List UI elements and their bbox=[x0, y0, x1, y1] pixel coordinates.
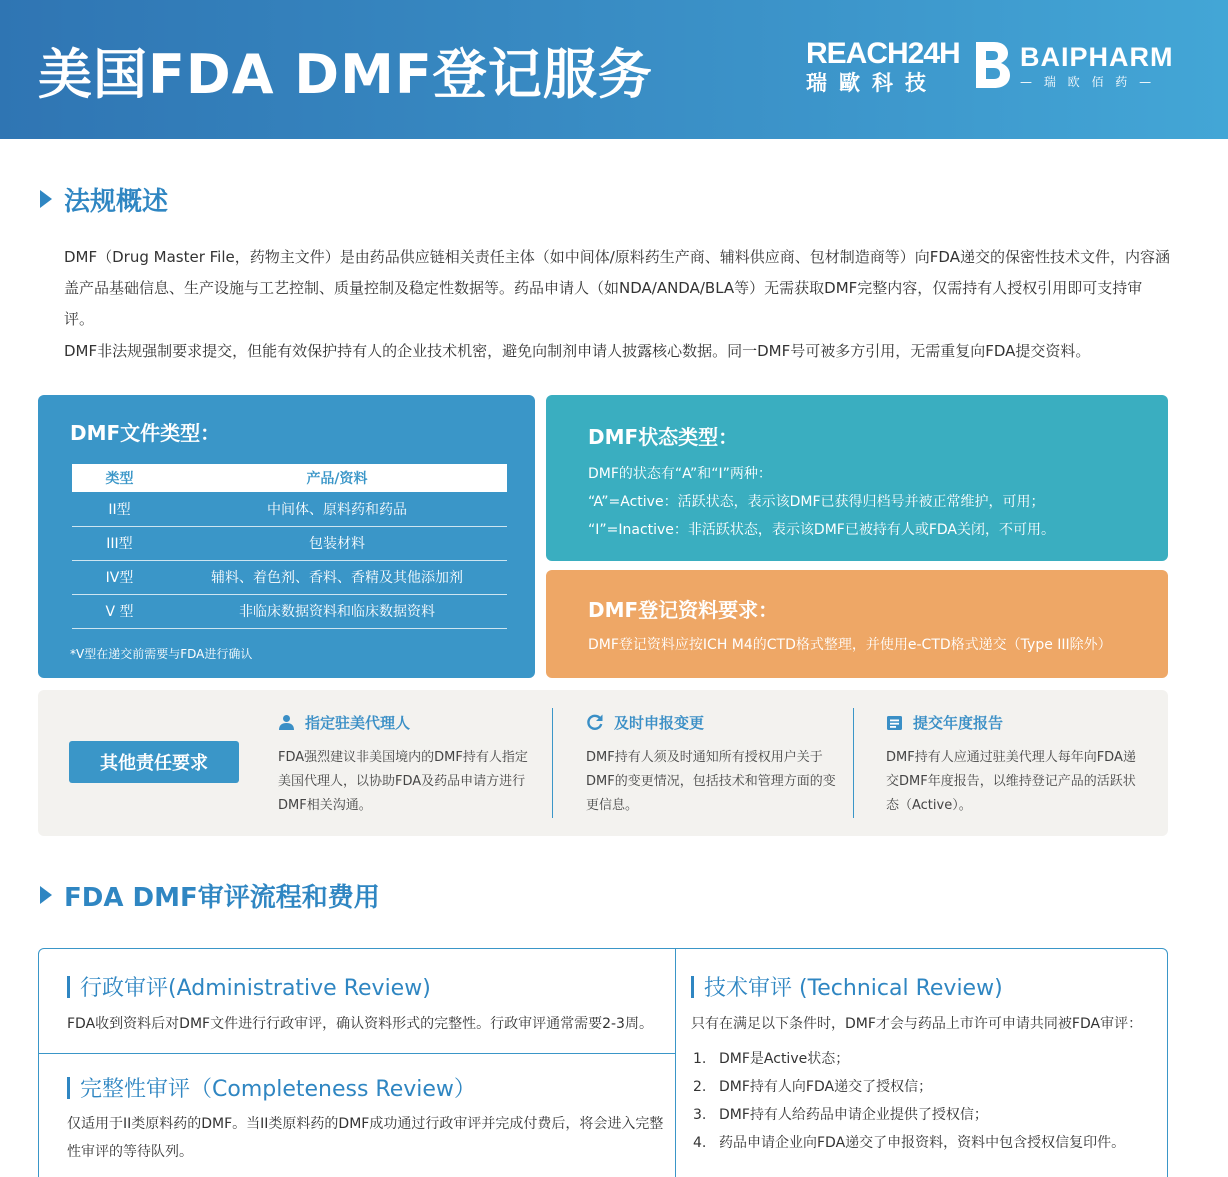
list-item-text: 药品申请企业向FDA递交了申报资料，资料中包含授权信复印件。 bbox=[719, 1135, 1126, 1151]
admin-review-text: FDA收到资料后对DMF文件进行行政审评，确认资料形式的完整性。行政审评通常需要2-3周。 bbox=[67, 1016, 653, 1032]
technical-conditions-list bbox=[693, 1045, 1125, 1157]
type-cell: III型 bbox=[72, 526, 167, 560]
req-item-text: FDA强烈建议非美国境内的DMF持有人指定美国代理人，以协助FDA及药品申请方进行DMF相关沟通。 bbox=[278, 750, 528, 813]
heading-bar bbox=[67, 976, 70, 998]
overview-paragraph-1: DMF（Drug Master File，药物主文件）是由药品供应链相关责任主体（如中间体/原料药生产商、辅料供应商、包材制造商等）向FDA递交的保密性技术文件，内容涵盖产品基础信息、生产设施与工艺控制、质量控制及稳定性数据等。药品申请人（如NDA/ANDA/BLA等）无需获取DMF完整内容，仅需持有人授权引用即可支持审评。 bbox=[64, 248, 1170, 328]
list-item bbox=[693, 1045, 1125, 1073]
page-title: 美国FDA DMF登记服务 bbox=[38, 43, 653, 106]
divider bbox=[39, 1053, 675, 1054]
req-item-text: DMF持有人须及时通知所有授权用户关于DMF的变更情况，包括技术和管理方面的变更信息。 bbox=[586, 750, 836, 813]
req-item-title: 指定驻美代理人 bbox=[305, 713, 411, 732]
req-item-text: DMF持有人应通过驻美代理人每年向FDA递交DMF年度报告，以维持登记产品的活跃状态（Active）。 bbox=[886, 750, 1136, 813]
completeness-review-title: 完整性审评（Completeness Review） bbox=[80, 1077, 476, 1102]
req-item-title: 提交年度报告 bbox=[913, 713, 1004, 732]
dmf-status-line-2: “A”=Active：活跃状态，表示该DMF已获得归档号并被正常维护，可用； bbox=[588, 494, 1045, 510]
heading-bar bbox=[67, 1077, 70, 1099]
baipharm-logo-en: BAIPHARM bbox=[1020, 42, 1174, 72]
review-process-box bbox=[38, 948, 1168, 1177]
product-cell: 非临床数据资料和临床数据资料 bbox=[167, 594, 507, 628]
overview-heading-label: 法规概述 bbox=[64, 186, 169, 217]
req-item-changes bbox=[586, 708, 846, 818]
list-item-number: 1. bbox=[693, 1051, 707, 1067]
triangle-bullet-icon bbox=[40, 190, 52, 208]
divider bbox=[675, 949, 676, 1177]
product-cell: 中间体、原料药和药品 bbox=[167, 492, 507, 526]
dmf-status-line-3: “I”=Inactive：非活跃状态，表示该DMF已被持有人或FDA关闭，不可用。 bbox=[588, 522, 1055, 538]
baipharm-b-icon bbox=[972, 40, 1012, 90]
list-item bbox=[693, 1129, 1125, 1157]
dmf-status-line-1: DMF的状态有“A”和“I”两种： bbox=[588, 466, 772, 482]
other-requirements-panel bbox=[38, 690, 1168, 836]
completeness-review-text: 仅适用于II类原料药的DMF。当II类原料药的DMF成功通过行政审评并完成付费后，将会进入完整性审评的等待队列。 bbox=[67, 1116, 664, 1160]
req-item-title: 及时申报变更 bbox=[614, 713, 705, 732]
reach24h-logo bbox=[806, 38, 960, 96]
list-item bbox=[693, 1101, 1125, 1129]
table-row bbox=[72, 594, 507, 628]
dmf-requirements-text: DMF登记资料应按ICH M4的CTD格式整理，并使用e-CTD格式递交（Type III除外） bbox=[588, 637, 1112, 653]
dmf-requirements-title: DMF登记资料要求： bbox=[588, 598, 779, 622]
overview-heading bbox=[40, 183, 168, 215]
req-item-head bbox=[586, 708, 846, 736]
completeness-review-heading bbox=[67, 1072, 476, 1103]
list-item-text: DMF是Active状态； bbox=[719, 1051, 850, 1067]
type-cell: V 型 bbox=[72, 594, 167, 628]
req-item-agent bbox=[278, 708, 538, 818]
req-item-head bbox=[886, 708, 1146, 736]
list-item bbox=[693, 1073, 1125, 1101]
table-row bbox=[72, 560, 507, 594]
report-icon bbox=[886, 714, 903, 731]
table-row bbox=[72, 492, 507, 526]
list-item-number: 2. bbox=[693, 1079, 707, 1095]
triangle-bullet-icon bbox=[40, 886, 52, 904]
divider bbox=[853, 708, 854, 818]
list-item-text: DMF持有人向FDA递交了授权信； bbox=[719, 1079, 933, 1095]
req-item-head bbox=[278, 708, 538, 736]
other-requirements-button: 其他责任要求 bbox=[69, 741, 239, 783]
person-icon bbox=[278, 714, 295, 731]
dmf-status-card bbox=[546, 395, 1168, 561]
admin-review-title: 行政审评(Administrative Review) bbox=[80, 976, 431, 1001]
review-heading bbox=[40, 879, 380, 911]
type-cell: II型 bbox=[72, 492, 167, 526]
dmf-types-title: DMF文件类型： bbox=[70, 421, 221, 445]
list-item-text: DMF持有人给药品申请企业提供了授权信； bbox=[719, 1107, 988, 1123]
header-banner bbox=[0, 0, 1228, 139]
technical-review-intro: 只有在满足以下条件时，DMF才会与药品上市许可申请共同被FDA审评： bbox=[691, 1016, 1143, 1032]
dmf-types-note: *V型在递交前需要与FDA进行确认 bbox=[70, 647, 253, 661]
review-heading-label: FDA DMF审评流程和费用 bbox=[64, 882, 380, 913]
col-product-header: 产品/资料 bbox=[167, 464, 507, 492]
table-row bbox=[72, 526, 507, 560]
baipharm-logo-cn: — 瑞 欧 佰 药 — bbox=[1020, 75, 1156, 89]
table-header-row bbox=[72, 464, 507, 492]
divider bbox=[552, 708, 553, 818]
product-cell: 辅料、着色剂、香料、香精及其他添加剂 bbox=[167, 560, 507, 594]
dmf-status-title: DMF状态类型： bbox=[588, 425, 739, 449]
dmf-types-card bbox=[38, 395, 535, 678]
reach24h-logo-cn: 瑞歐科技 bbox=[806, 71, 938, 95]
col-type-header: 类型 bbox=[72, 464, 167, 492]
req-item-annual-report bbox=[886, 708, 1146, 818]
dmf-requirements-card bbox=[546, 570, 1168, 678]
reach24h-logo-en: REACH24H bbox=[806, 37, 960, 70]
list-item-number: 4. bbox=[693, 1135, 707, 1151]
refresh-icon bbox=[586, 713, 604, 731]
dmf-types-table bbox=[72, 464, 507, 629]
overview-paragraph-2: DMF非法规强制要求提交，但能有效保护持有人的企业技术机密，避免向制剂申请人披露核心数据。同一DMF号可被多方引用，无需重复向FDA提交资料。 bbox=[64, 342, 1091, 360]
technical-review-title: 技术审评 (Technical Review) bbox=[704, 976, 1003, 1001]
heading-bar bbox=[691, 976, 694, 998]
admin-review-heading bbox=[67, 971, 431, 1002]
product-cell: 包装材料 bbox=[167, 526, 507, 560]
list-item-number: 3. bbox=[693, 1107, 707, 1123]
type-cell: IV型 bbox=[72, 560, 167, 594]
technical-review-heading bbox=[691, 971, 1003, 1002]
